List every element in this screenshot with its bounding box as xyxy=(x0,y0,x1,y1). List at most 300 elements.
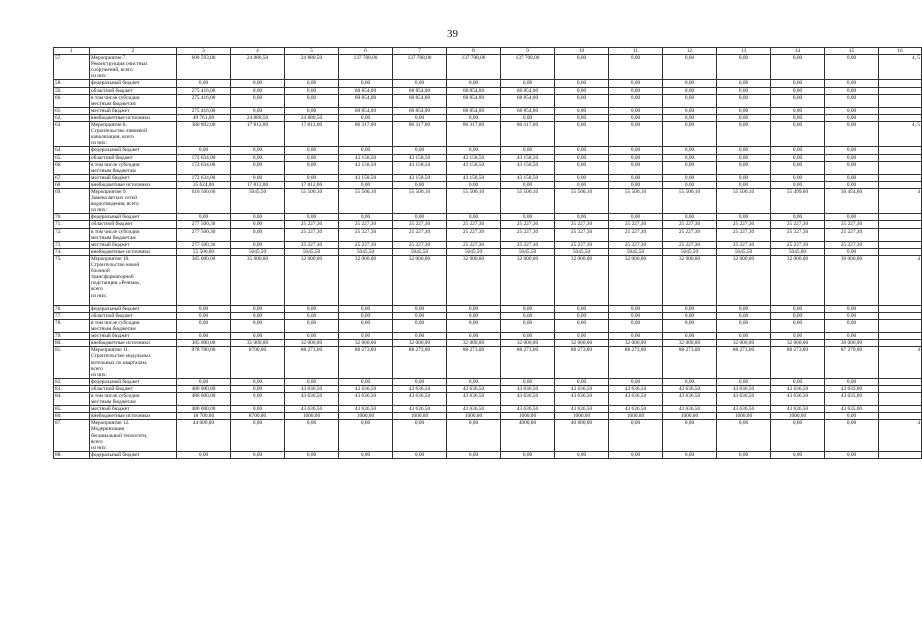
cell-total-amount: 275 416,00 xyxy=(177,107,231,114)
cell-total-amount: 480 000,00 xyxy=(177,393,231,406)
cell-year-2023: 0,00 xyxy=(501,305,555,312)
cell-year-2022: 88 273,00 xyxy=(447,347,501,379)
cell-year-2025: 5045,50 xyxy=(609,248,663,255)
cell-total-amount: 0,00 xyxy=(177,312,231,319)
cell-row-number: 61. xyxy=(54,107,90,114)
cell-year-2021: 0,00 xyxy=(393,319,447,332)
cell-year-2029: 0,00 xyxy=(825,80,879,87)
cell-year-2029: 0,00 xyxy=(825,319,879,332)
cell-year-2023: 43 636,50 xyxy=(501,393,555,406)
table-row xyxy=(54,122,922,147)
cell-year-2019: 0,00 xyxy=(285,305,339,312)
cell-year-2028: 0,00 xyxy=(771,161,825,174)
cell-row-number: 76. xyxy=(54,305,90,312)
cell-year-2029: 25 227,30 xyxy=(825,221,879,228)
table-row xyxy=(54,214,922,221)
cell-year-2021: 137 708,00 xyxy=(393,55,447,80)
cell-year-2018: 0,00 xyxy=(231,406,285,413)
cell-year-2028: 55 499,60 xyxy=(771,189,825,214)
cell-year-2019: 17 812,00 xyxy=(285,181,339,188)
cell-year-2029: 43 635,00 xyxy=(825,393,879,406)
cell-year-2028: 25 227,30 xyxy=(771,228,825,241)
cell-total-amount: 385 000,00 xyxy=(177,340,231,347)
cell-condition-ref xyxy=(879,147,922,154)
cell-year-2023: 5045,50 xyxy=(501,248,555,255)
cell-year-2020: 0,00 xyxy=(339,420,393,452)
cell-year-2019: 88 273,00 xyxy=(285,347,339,379)
column-number: 1 xyxy=(54,48,90,55)
cell-year-2018: 24 880,50 xyxy=(231,114,285,121)
table-row xyxy=(54,154,922,161)
cell-year-2020: 25 227,30 xyxy=(339,228,393,241)
cell-year-2027: 25 227,30 xyxy=(717,228,771,241)
cell-year-2027: 32 000,00 xyxy=(717,255,771,305)
cell-condition-ref xyxy=(879,248,922,255)
cell-total-amount: 610 500,60 xyxy=(177,189,231,214)
cell-condition-ref: 4, 5 xyxy=(879,122,922,147)
cell-year-2028: 0,00 xyxy=(771,174,825,181)
cell-year-2023: 32 000,00 xyxy=(501,255,555,305)
cell-year-2026: 0,00 xyxy=(663,333,717,340)
cell-year-2023: 0,00 xyxy=(501,451,555,458)
cell-year-2022: 137 708,00 xyxy=(447,55,501,80)
column-number: 14 xyxy=(771,48,825,55)
cell-row-number: 79. xyxy=(54,333,90,340)
cell-year-2020: 43 158,50 xyxy=(339,174,393,181)
cell-year-2029: 30 000,00 xyxy=(825,340,879,347)
cell-year-2021: 0,00 xyxy=(393,420,447,452)
cell-year-2021: 5045,50 xyxy=(393,248,447,255)
cell-year-2027: 43 636,50 xyxy=(717,393,771,406)
cell-item-name: областной бюджет xyxy=(90,385,177,392)
cell-condition-ref: 4 xyxy=(879,420,922,452)
table-row xyxy=(54,161,922,174)
cell-total-amount: 172 634,00 xyxy=(177,161,231,174)
cell-year-2024: 0,00 xyxy=(555,55,609,80)
cell-year-2027: 0,00 xyxy=(717,147,771,154)
cell-year-2022: 43 158,50 xyxy=(447,154,501,161)
cell-year-2025: 43 636,50 xyxy=(609,385,663,392)
cell-condition-ref xyxy=(879,161,922,174)
cell-year-2024: 0,00 xyxy=(555,147,609,154)
cell-year-2025: 0,00 xyxy=(609,451,663,458)
cell-total-amount: 0,00 xyxy=(177,214,231,221)
cell-year-2024: 0,00 xyxy=(555,174,609,181)
cell-year-2019: 0,00 xyxy=(285,319,339,332)
cell-year-2028: 0,00 xyxy=(771,122,825,147)
cell-year-2021: 0,00 xyxy=(393,181,447,188)
cell-total-amount: 0,00 xyxy=(177,378,231,385)
cell-year-2018: 24 880,50 xyxy=(231,55,285,80)
column-number: 16 xyxy=(879,48,922,55)
cell-year-2019: 55 500,10 xyxy=(285,189,339,214)
table-row xyxy=(54,174,922,181)
table-row xyxy=(54,248,922,255)
cell-condition-ref xyxy=(879,107,922,114)
cell-year-2020: 43 158,50 xyxy=(339,161,393,174)
cell-year-2024: 55 500,10 xyxy=(555,189,609,214)
cell-year-2021: 0,00 xyxy=(393,147,447,154)
cell-year-2019: 32 000,00 xyxy=(285,340,339,347)
cell-year-2026: 0,00 xyxy=(663,451,717,458)
cell-year-2029: 0,00 xyxy=(825,94,879,107)
cell-year-2020: 0,00 xyxy=(339,214,393,221)
cell-year-2025: 0,00 xyxy=(609,174,663,181)
cell-item-name: областной бюджет xyxy=(90,312,177,319)
cell-year-2025: 32 000,00 xyxy=(609,255,663,305)
cell-year-2022: 68 854,00 xyxy=(447,87,501,94)
cell-year-2021: 0,00 xyxy=(393,80,447,87)
cell-item-name: в том числе субсидии местным бюджетам xyxy=(90,319,177,332)
table-row xyxy=(54,378,922,385)
cell-year-2018: 5045,50 xyxy=(231,248,285,255)
cell-year-2018: 8700,00 xyxy=(231,347,285,379)
cell-year-2026: 5045,50 xyxy=(663,248,717,255)
cell-year-2019: 43 636,50 xyxy=(285,393,339,406)
cell-item-name: Мероприятие 11. Строительство модульных котельных по кварталам, всего из них: xyxy=(90,347,177,379)
cell-total-amount: 480 000,00 xyxy=(177,406,231,413)
cell-row-number: 77. xyxy=(54,312,90,319)
cell-year-2025: 43 636,50 xyxy=(609,406,663,413)
cell-year-2026: 0,00 xyxy=(663,214,717,221)
cell-year-2023: 0,00 xyxy=(501,181,555,188)
cell-year-2020: 86 317,00 xyxy=(339,122,393,147)
cell-year-2022: 55 500,10 xyxy=(447,189,501,214)
cell-year-2018: 0,00 xyxy=(231,241,285,248)
cell-year-2023: 32 000,00 xyxy=(501,340,555,347)
cell-year-2025: 0,00 xyxy=(609,87,663,94)
cell-row-number: 87. xyxy=(54,420,90,452)
cell-year-2020: 5045,50 xyxy=(339,248,393,255)
cell-year-2026: 43 636,50 xyxy=(663,393,717,406)
cell-total-amount: 172 634,00 xyxy=(177,154,231,161)
column-number: 5 xyxy=(285,48,339,55)
cell-year-2027: 0,00 xyxy=(717,122,771,147)
cell-year-2019: 43 636,50 xyxy=(285,406,339,413)
cell-year-2027: 0,00 xyxy=(717,161,771,174)
cell-year-2021: 0,00 xyxy=(393,305,447,312)
cell-year-2020: 0,00 xyxy=(339,181,393,188)
cell-year-2029: 0,00 xyxy=(825,87,879,94)
cell-year-2022: 43 158,50 xyxy=(447,161,501,174)
cell-year-2020: 0,00 xyxy=(339,305,393,312)
cell-year-2018: 0,00 xyxy=(231,228,285,241)
cell-year-2029: 43 635,00 xyxy=(825,406,879,413)
table-body xyxy=(54,48,922,459)
cell-item-name: Мероприятие 8. Строительство ливневой канализации, всего из них: xyxy=(90,122,177,147)
cell-year-2024: 0,00 xyxy=(555,181,609,188)
cell-year-2022: 68 854,00 xyxy=(447,94,501,107)
cell-year-2024: 5045,50 xyxy=(555,248,609,255)
cell-year-2023: 43 158,50 xyxy=(501,161,555,174)
cell-condition-ref xyxy=(879,80,922,87)
cell-year-2026: 0,00 xyxy=(663,107,717,114)
column-number: 2 xyxy=(90,48,177,55)
cell-row-number: 85. xyxy=(54,406,90,413)
cell-condition-ref xyxy=(879,312,922,319)
cell-row-number: 64. xyxy=(54,147,90,154)
cell-condition-ref: 4 xyxy=(879,255,922,305)
cell-row-number: 70. xyxy=(54,214,90,221)
cell-year-2023: 68 854,00 xyxy=(501,107,555,114)
cell-total-amount: 18 700,00 xyxy=(177,413,231,420)
cell-year-2029: 0,00 xyxy=(825,55,879,80)
cell-item-name: федеральный бюджет xyxy=(90,80,177,87)
cell-year-2022: 43 636,50 xyxy=(447,406,501,413)
cell-total-amount: 385 000,00 xyxy=(177,255,231,305)
cell-year-2024: 0,00 xyxy=(555,378,609,385)
cell-year-2025: 1000,00 xyxy=(609,413,663,420)
table-row xyxy=(54,319,922,332)
cell-year-2021: 86 317,00 xyxy=(393,122,447,147)
cell-total-amount: 55 500,00 xyxy=(177,248,231,255)
cell-year-2025: 0,00 xyxy=(609,305,663,312)
cell-row-number: 60. xyxy=(54,94,90,107)
cell-year-2028: 25 227,30 xyxy=(771,241,825,248)
cell-total-amount: 49 761,00 xyxy=(177,114,231,121)
cell-total-amount: 978 700,00 xyxy=(177,347,231,379)
cell-row-number: 84. xyxy=(54,393,90,406)
cell-year-2027: 0,00 xyxy=(717,305,771,312)
cell-year-2029: 0,00 xyxy=(825,147,879,154)
cell-year-2019: 0,00 xyxy=(285,80,339,87)
cell-year-2019: 0,00 xyxy=(285,174,339,181)
cell-year-2027: 0,00 xyxy=(717,87,771,94)
table-row xyxy=(54,181,922,188)
cell-year-2029: 0,00 xyxy=(825,413,879,420)
cell-item-name: областной бюджет xyxy=(90,221,177,228)
cell-item-name: местный бюджет xyxy=(90,107,177,114)
cell-year-2018: 35 000,00 xyxy=(231,255,285,305)
column-number: 12 xyxy=(663,48,717,55)
cell-total-amount: 0,00 xyxy=(177,147,231,154)
cell-year-2018: 35 000,00 xyxy=(231,340,285,347)
cell-year-2020: 68 854,00 xyxy=(339,87,393,94)
cell-item-name: областной бюджет xyxy=(90,154,177,161)
cell-year-2028: 0,00 xyxy=(771,420,825,452)
cell-year-2027: 0,00 xyxy=(717,154,771,161)
table-row xyxy=(54,189,922,214)
cell-year-2026: 0,00 xyxy=(663,378,717,385)
cell-year-2024: 0,00 xyxy=(555,80,609,87)
cell-item-name: внебюджетные источники xyxy=(90,181,177,188)
cell-row-number: 72. xyxy=(54,228,90,241)
cell-year-2022: 43 158,50 xyxy=(447,174,501,181)
cell-year-2025: 0,00 xyxy=(609,114,663,121)
cell-item-name: областной бюджет xyxy=(90,87,177,94)
cell-year-2027: 0,00 xyxy=(717,114,771,121)
cell-year-2024: 0,00 xyxy=(555,305,609,312)
cell-year-2023: 68 854,00 xyxy=(501,94,555,107)
cell-year-2018: 0,00 xyxy=(231,154,285,161)
cell-condition-ref xyxy=(879,305,922,312)
cell-year-2022: 68 854,00 xyxy=(447,107,501,114)
cell-year-2026: 0,00 xyxy=(663,147,717,154)
cell-year-2021: 0,00 xyxy=(393,312,447,319)
cell-year-2029: 0,00 xyxy=(825,181,879,188)
cell-year-2024: 25 227,30 xyxy=(555,221,609,228)
cell-year-2024: 1000,00 xyxy=(555,413,609,420)
cell-year-2018: 0,00 xyxy=(231,80,285,87)
cell-year-2019: 25 227,30 xyxy=(285,228,339,241)
cell-year-2019: 5045,50 xyxy=(285,248,339,255)
cell-year-2020: 0,00 xyxy=(339,378,393,385)
cell-year-2023: 0,00 xyxy=(501,333,555,340)
cell-year-2029: 0,00 xyxy=(825,333,879,340)
cell-condition-ref xyxy=(879,87,922,94)
cell-year-2024: 25 227,30 xyxy=(555,241,609,248)
table-row xyxy=(54,107,922,114)
table-row xyxy=(54,147,922,154)
cell-year-2023: 4000,00 xyxy=(501,420,555,452)
cell-year-2027: 0,00 xyxy=(717,333,771,340)
cell-year-2025: 0,00 xyxy=(609,378,663,385)
cell-year-2026: 0,00 xyxy=(663,174,717,181)
cell-total-amount: 277 500,30 xyxy=(177,241,231,248)
cell-condition-ref xyxy=(879,385,922,392)
table-row xyxy=(54,333,922,340)
cell-item-name: местный бюджет xyxy=(90,241,177,248)
cell-row-number: 57. xyxy=(54,55,90,80)
cell-row-number: 71. xyxy=(54,221,90,228)
cell-year-2020: 0,00 xyxy=(339,312,393,319)
cell-total-amount: 380 892,00 xyxy=(177,122,231,147)
cell-year-2029: 87 270,00 xyxy=(825,347,879,379)
cell-year-2023: 25 227,30 xyxy=(501,228,555,241)
cell-year-2018: 17 812,00 xyxy=(231,181,285,188)
cell-year-2025: 0,00 xyxy=(609,214,663,221)
column-number: 8 xyxy=(447,48,501,55)
cell-year-2022: 0,00 xyxy=(447,451,501,458)
table-row xyxy=(54,228,922,241)
cell-year-2018: 17 812,00 xyxy=(231,122,285,147)
cell-year-2021: 88 273,00 xyxy=(393,347,447,379)
cell-year-2027: 0,00 xyxy=(717,451,771,458)
cell-year-2027: 0,00 xyxy=(717,94,771,107)
cell-condition-ref xyxy=(879,181,922,188)
cell-condition-ref xyxy=(879,451,922,458)
cell-year-2021: 25 227,30 xyxy=(393,221,447,228)
cell-condition-ref xyxy=(879,228,922,241)
cell-year-2026: 0,00 xyxy=(663,420,717,452)
cell-year-2019: 0,00 xyxy=(285,214,339,221)
cell-total-amount: 0,00 xyxy=(177,333,231,340)
cell-row-number: 74. xyxy=(54,248,90,255)
cell-year-2027: 0,00 xyxy=(717,420,771,452)
cell-year-2025: 0,00 xyxy=(609,122,663,147)
cell-item-name: внебюджетные источники xyxy=(90,340,177,347)
cell-year-2029: 50 454,60 xyxy=(825,189,879,214)
cell-year-2029: 30 000,00 xyxy=(825,255,879,305)
cell-year-2026: 0,00 xyxy=(663,154,717,161)
cell-year-2028: 0,00 xyxy=(771,333,825,340)
cell-year-2025: 0,00 xyxy=(609,80,663,87)
cell-condition-ref: 4, 5 xyxy=(879,55,922,80)
cell-year-2028: 0,00 xyxy=(771,378,825,385)
cell-year-2027: 5045,50 xyxy=(717,248,771,255)
cell-year-2022: 0,00 xyxy=(447,181,501,188)
cell-total-amount: 600 593,00 xyxy=(177,55,231,80)
cell-year-2026: 43 636,50 xyxy=(663,385,717,392)
cell-year-2027: 0,00 xyxy=(717,214,771,221)
cell-total-amount: 277 500,30 xyxy=(177,221,231,228)
cell-year-2024: 43 636,50 xyxy=(555,385,609,392)
cell-year-2027: 0,00 xyxy=(717,319,771,332)
cell-year-2026: 25 227,30 xyxy=(663,228,717,241)
cell-year-2021: 25 227,30 xyxy=(393,228,447,241)
cell-year-2018: 0,00 xyxy=(231,161,285,174)
cell-condition-ref xyxy=(879,393,922,406)
cell-year-2028: 43 636,50 xyxy=(771,406,825,413)
cell-year-2026: 1000,00 xyxy=(663,413,717,420)
cell-year-2023: 25 227,30 xyxy=(501,221,555,228)
cell-year-2025: 25 227,30 xyxy=(609,228,663,241)
cell-year-2021: 43 636,50 xyxy=(393,393,447,406)
cell-year-2021: 55 500,10 xyxy=(393,189,447,214)
cell-item-name: внебюджетные источники xyxy=(90,114,177,121)
cell-item-name: в том числе субсидии местным бюджетам xyxy=(90,94,177,107)
cell-condition-ref xyxy=(879,214,922,221)
cell-year-2019: 24 880,50 xyxy=(285,55,339,80)
table-row xyxy=(54,221,922,228)
cell-year-2027: 0,00 xyxy=(717,312,771,319)
cell-year-2018: 0,00 xyxy=(231,319,285,332)
cell-year-2029: 0,00 xyxy=(825,122,879,147)
cell-year-2027: 43 636,50 xyxy=(717,385,771,392)
cell-year-2021: 32 000,00 xyxy=(393,340,447,347)
cell-year-2025: 0,00 xyxy=(609,420,663,452)
column-number: 3 xyxy=(177,48,231,55)
cell-row-number: 67. xyxy=(54,174,90,181)
cell-year-2026: 25 227,30 xyxy=(663,221,717,228)
cell-item-name: в том числе субсидии местным бюджетам xyxy=(90,393,177,406)
cell-item-name: в том числе субсидии местным бюджетам xyxy=(90,161,177,174)
cell-year-2025: 0,00 xyxy=(609,107,663,114)
cell-year-2027: 1000,00 xyxy=(717,413,771,420)
cell-year-2020: 88 273,00 xyxy=(339,347,393,379)
cell-condition-ref xyxy=(879,413,922,420)
table-row xyxy=(54,305,922,312)
cell-year-2019: 24 880,50 xyxy=(285,114,339,121)
cell-year-2029: 0,00 xyxy=(825,378,879,385)
cell-row-number: 58. xyxy=(54,80,90,87)
cell-condition-ref xyxy=(879,319,922,332)
cell-year-2024: 0,00 xyxy=(555,333,609,340)
cell-year-2023: 43 636,50 xyxy=(501,385,555,392)
column-number: 4 xyxy=(231,48,285,55)
cell-year-2025: 43 636,50 xyxy=(609,393,663,406)
cell-year-2023: 1000,00 xyxy=(501,413,555,420)
cell-year-2022: 1000,00 xyxy=(447,413,501,420)
cell-row-number: 80. xyxy=(54,340,90,347)
cell-year-2020: 25 227,30 xyxy=(339,241,393,248)
cell-year-2026: 88 273,00 xyxy=(663,347,717,379)
cell-year-2021: 0,00 xyxy=(393,114,447,121)
cell-year-2020: 68 854,00 xyxy=(339,94,393,107)
cell-total-amount: 0,00 xyxy=(177,319,231,332)
cell-year-2020: 68 854,00 xyxy=(339,107,393,114)
cell-year-2024: 40 000,00 xyxy=(555,420,609,452)
cell-year-2027: 32 000,00 xyxy=(717,340,771,347)
cell-year-2021: 43 158,50 xyxy=(393,174,447,181)
cell-year-2026: 55 500,10 xyxy=(663,189,717,214)
cell-year-2023: 0,00 xyxy=(501,114,555,121)
cell-year-2018: 0,00 xyxy=(231,107,285,114)
cell-year-2018: 5045,50 xyxy=(231,189,285,214)
budget-table xyxy=(53,47,922,459)
cell-year-2023: 88 273,00 xyxy=(501,347,555,379)
cell-year-2023: 86 317,00 xyxy=(501,122,555,147)
